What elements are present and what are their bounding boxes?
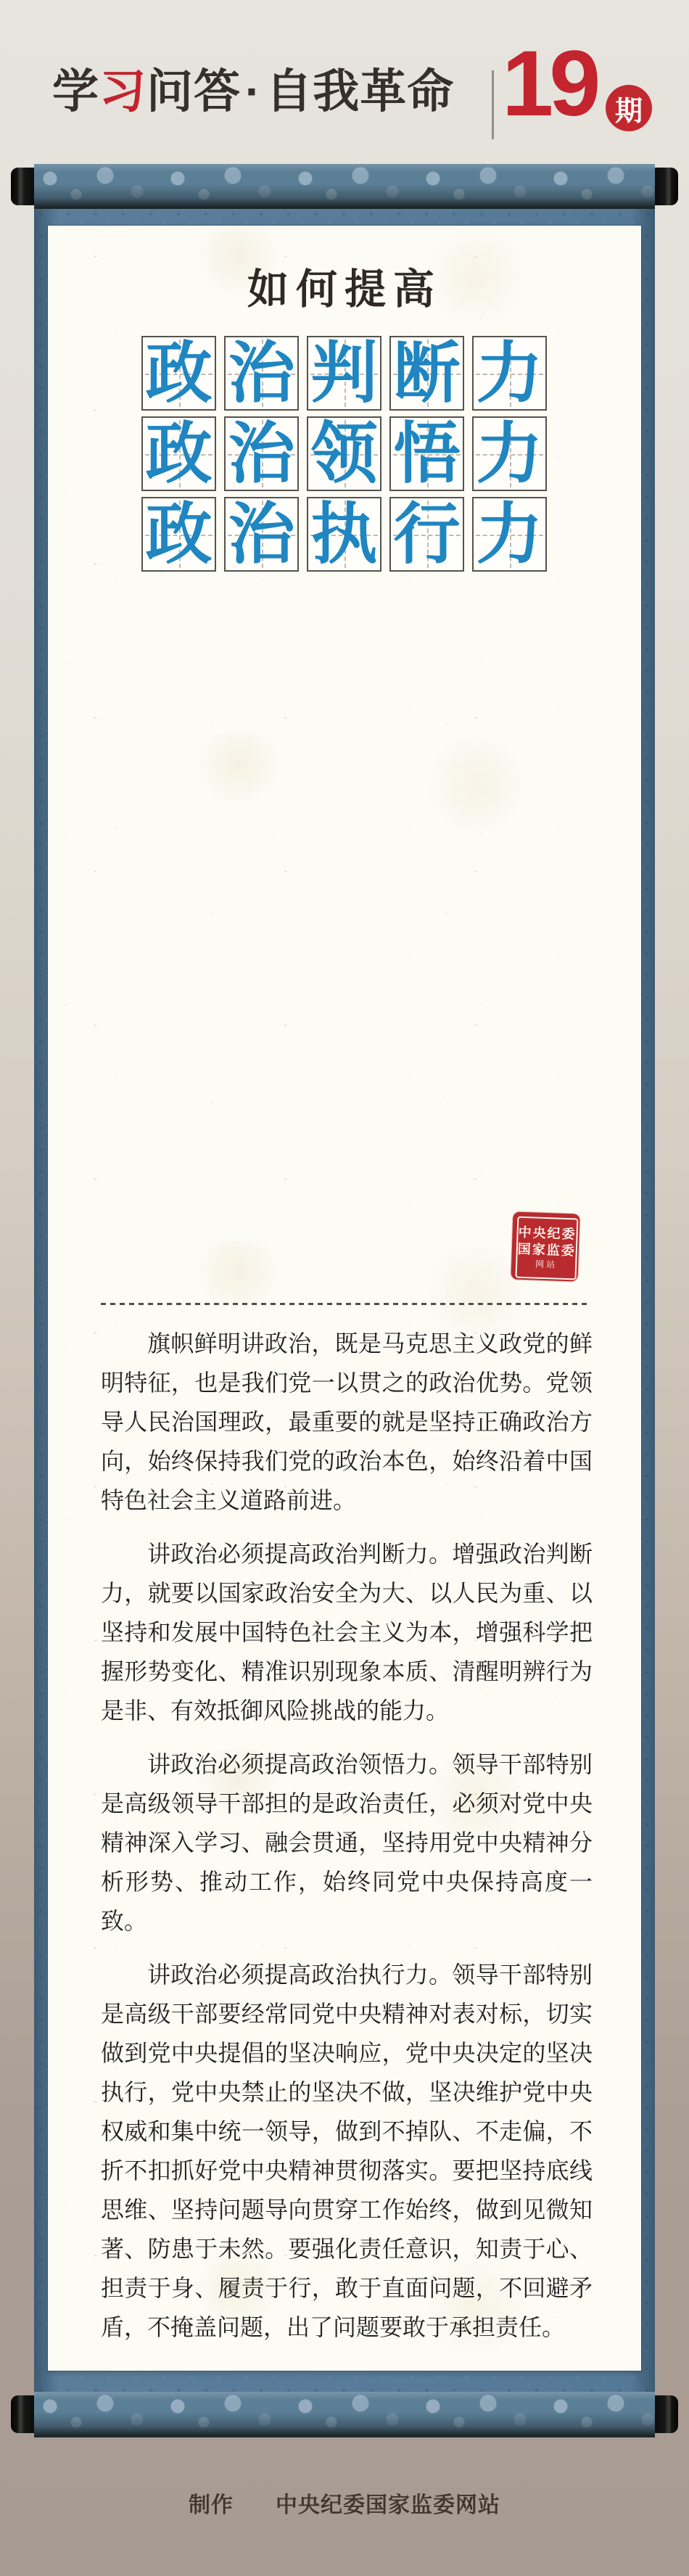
grid-cell [141, 416, 216, 491]
scroll-knob-top-left [11, 168, 36, 205]
seal-line-1: 中央纪委 [518, 1225, 577, 1242]
grid-cell [307, 336, 381, 411]
character-grid [141, 336, 547, 572]
issue-number: 19 [502, 32, 597, 136]
grid-char: 治 [228, 498, 295, 572]
grid-cell [307, 497, 381, 572]
scroll-knob-bottom-right [653, 2395, 678, 2433]
title-seg1: 学 [52, 65, 99, 118]
grid-cell [307, 416, 381, 491]
title-seg3: 问答 [147, 65, 241, 118]
grid-char: 悟 [393, 417, 461, 491]
header-divider-line [492, 70, 494, 139]
grid-cell [389, 497, 464, 572]
title-seg4: 自我革命 [265, 65, 455, 118]
seal-inner-frame [515, 1217, 578, 1280]
grid-char: 治 [228, 337, 295, 411]
seal-line-2: 国家监委 [517, 1241, 577, 1259]
grid-char: 政 [145, 337, 213, 411]
footer-credit-line [0, 2493, 689, 2519]
issue-unit-badge [606, 85, 652, 131]
scroll-knob-top-right [653, 168, 678, 205]
grid-cell [141, 336, 216, 411]
footer-label: 制作 [189, 2493, 234, 2517]
grid-char: 治 [228, 417, 295, 491]
grid-cell [472, 336, 547, 411]
grid-cell [224, 416, 299, 491]
title-separator-dot: · [245, 65, 262, 118]
article-paragraph: 旗帜鲜明讲政治，既是马克思主义政党的鲜明特征，也是我们党一以贯之的政治优势。党领导人民治国理政，最重要的就是坚持正确政治方向，始终保持我们党的政治本色，始终沿着中国特色社会主义道路前进。 [101, 1330, 593, 1513]
grid-cell [472, 497, 547, 572]
issue-unit-label: 期 [614, 96, 643, 127]
grid-char: 判 [310, 337, 378, 411]
grid-char: 政 [145, 417, 213, 491]
article-body [101, 1324, 593, 2347]
scroll-title: 如何提高 [247, 266, 442, 313]
grid-char: 领 [310, 417, 378, 491]
scroll-knob-bottom-left [11, 2395, 36, 2433]
footer-credit: 中央纪委国家监委网站 [276, 2493, 500, 2517]
grid-cell [224, 497, 299, 572]
dashed-divider [101, 1303, 588, 1305]
page-title [52, 65, 455, 118]
grid-cell [389, 416, 464, 491]
title-seg2-red: 习 [99, 65, 147, 118]
grid-char: 力 [476, 337, 543, 411]
grid-cell [224, 336, 299, 411]
grid-char: 力 [476, 417, 543, 491]
grid-char: 力 [476, 498, 543, 572]
scroll-roller-top [34, 164, 655, 209]
grid-char: 政 [145, 498, 213, 572]
grid-cell [389, 336, 464, 411]
grid-char: 执 [310, 498, 378, 572]
article-paragraph: 讲政治必须提高政治执行力。领导干部特别是高级干部要经常同党中央精神对表对标，切实做到党中央提倡的坚决响应，党中央决定的坚决执行，党中央禁止的坚决不做，坚决维护党中央权威和集中统一领导，做到不掉队、不走偏，不折不扣抓好党中央精神贯彻落实。要把坚持底线思维、坚持问题导向贯穿工作始终，做到见微知著、防患于未然。要强化责任意识，知责于心、担责于身、履责于行，敢于直面问题，不回避矛盾，不掩盖问题，出了问题要敢于承担责任。 [101, 1962, 593, 2340]
scroll-paper [48, 226, 641, 2371]
grid-char: 断 [393, 337, 461, 411]
article-paragraph: 讲政治必须提高政治领悟力。领导干部特别是高级领导干部担的是政治责任，必须对党中央精神深入学习、融会贯通，坚持用党中央精神分析形势、推动工作，始终同党中央保持高度一致。 [101, 1751, 593, 1934]
grid-char: 行 [393, 498, 461, 572]
seal-line-3: 网站 [535, 1259, 558, 1270]
grid-cell [472, 416, 547, 491]
article-paragraph: 讲政治必须提高政治判断力。增强政治判断力，就要以国家政治安全为大、以人民为重、以坚持和发展中国特色社会主义为本，增强科学把握形势变化、精准识别现象本质、清醒明辨行为是非、有效抵御风险挑战的能力。 [101, 1541, 593, 1724]
scroll-roller-bottom [34, 2392, 655, 2437]
official-seal [511, 1211, 579, 1281]
grid-cell [141, 497, 216, 572]
